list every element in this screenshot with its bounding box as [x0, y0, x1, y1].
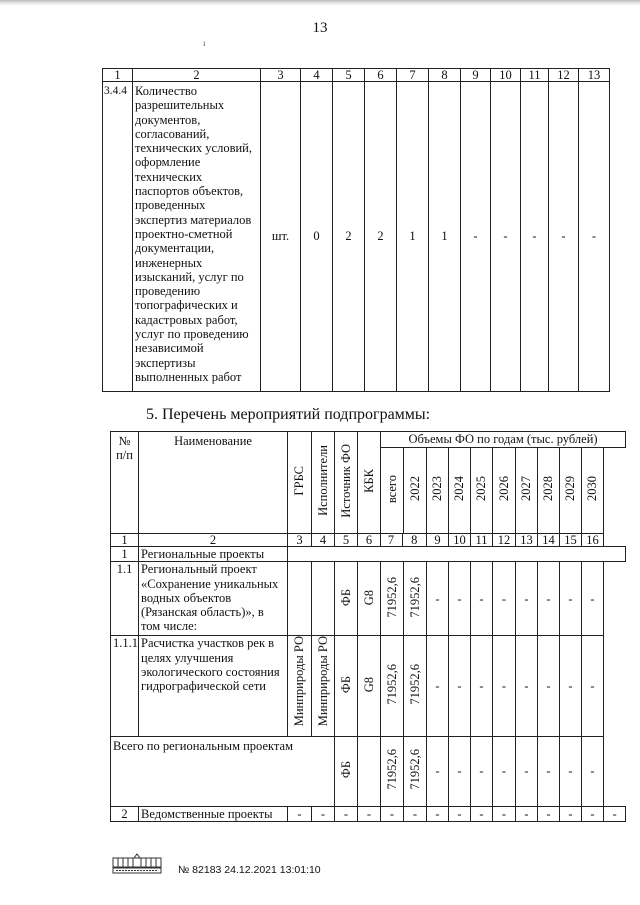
dash-cell: -	[427, 806, 449, 821]
value-cell: -	[491, 82, 521, 392]
dash-cell: -	[493, 806, 516, 821]
dash-cell: -	[335, 806, 358, 821]
value-cell: 0	[301, 82, 333, 392]
total-cell: 71952,6	[381, 736, 404, 806]
index-row	[111, 534, 626, 547]
row-number: 2	[111, 806, 139, 821]
col-header: 6	[365, 69, 397, 82]
value-cell: 2	[365, 82, 397, 392]
header-year: 2023	[427, 448, 449, 534]
index-cell: 14	[538, 534, 560, 547]
document-registration: № 82183 24.12.2021 13:01:10	[178, 864, 321, 876]
dash-cell: -	[427, 636, 449, 737]
col-header: 1	[103, 69, 133, 82]
dash-cell: -	[427, 736, 449, 806]
col-header: 7	[397, 69, 429, 82]
dash-cell: -	[604, 806, 626, 821]
empty-cell	[288, 547, 626, 562]
col-header: 12	[549, 69, 579, 82]
row-number: 1.1.1	[111, 636, 139, 737]
index-cell: 13	[516, 534, 538, 547]
index-cell: 7 8	[381, 534, 427, 547]
table-row	[103, 82, 610, 392]
row-name: Региональный проект «Сохранение уникальных водных объектов (Рязанская область)», в том числе:	[139, 562, 288, 636]
header-name: Наименование	[139, 432, 288, 534]
dash-cell: -	[516, 562, 538, 636]
header-volumes: Объемы ФО по годам (тыс. рублей)	[381, 432, 626, 448]
dash-cell: -	[560, 736, 582, 806]
header-total: всего	[381, 448, 404, 534]
index-cell: 16	[582, 534, 604, 547]
row-number: 1.1	[111, 562, 139, 636]
total-cell: 71952,6	[381, 636, 404, 737]
dash-cell: -	[560, 806, 582, 821]
kbk-cell: G8	[358, 562, 381, 636]
source-cell: ФБ	[335, 562, 358, 636]
grbs-cell	[288, 562, 312, 636]
scan-edge	[0, 0, 640, 6]
header-year: 2027	[516, 448, 538, 534]
row-number: 3.4.4	[103, 82, 133, 392]
dash-cell: -	[449, 806, 471, 821]
index-cell: 6	[358, 534, 381, 547]
value-cell: 1	[429, 82, 461, 392]
value-cell: 2	[333, 82, 365, 392]
value-cell: -	[579, 82, 610, 392]
index-cell: 4	[312, 534, 335, 547]
total-label: Всего по региональным проектам	[111, 736, 335, 806]
index-cell: 11	[471, 534, 493, 547]
top-table	[102, 68, 610, 392]
header-year: 2022	[404, 448, 427, 534]
col-header: 8	[429, 69, 461, 82]
col-header: 9	[461, 69, 491, 82]
source-cell: ФБ	[335, 636, 358, 737]
dash-cell: -	[538, 806, 560, 821]
row-name: Ведомственные проекты	[139, 806, 288, 821]
dash-cell: -	[582, 806, 604, 821]
dash-cell: -	[404, 806, 427, 821]
dash-cell: -	[471, 562, 493, 636]
header-year: 2026	[493, 448, 516, 534]
source-cell: ФБ	[335, 736, 358, 806]
header-kbk: КБК	[358, 432, 381, 534]
year-2022-cell: 71952,6	[404, 636, 427, 737]
col-header: 5	[333, 69, 365, 82]
dash-cell: -	[538, 562, 560, 636]
stamp-logo-icon	[112, 852, 162, 874]
kbk-cell: G8	[358, 636, 381, 737]
dash-cell: -	[493, 636, 516, 737]
table-row	[111, 736, 626, 806]
table-row	[111, 806, 626, 821]
page-number: 13	[312, 20, 328, 36]
header-year: 2030	[582, 448, 604, 534]
activities-table	[110, 431, 626, 822]
index-cell: 10	[449, 534, 471, 547]
index-cell: 5	[335, 534, 358, 547]
year-2022-cell: 71952,6	[404, 736, 427, 806]
dash-cell: -	[582, 736, 604, 806]
dash-cell: -	[471, 736, 493, 806]
kbk-cell	[358, 736, 381, 806]
dash-cell: -	[493, 562, 516, 636]
dash-cell: -	[449, 736, 471, 806]
header-year: 2025	[471, 448, 493, 534]
year-2022-cell: 71952,6	[404, 562, 427, 636]
header-year: 2028	[538, 448, 560, 534]
indicator-name: Количество разрешительных документов, согласований, технических условий, оформление технических паспортов объектов, проведенных экспертиз материалов проектно-сметной документации, инженерных изысканий, услуг по проведению топографических и кадастровых работ, услуг по проведению независимой экспертизы выполненных работ	[133, 82, 261, 392]
row-number: 1	[111, 547, 139, 562]
table-row	[111, 562, 626, 636]
dash-cell: -	[538, 636, 560, 737]
dash-cell: -	[427, 562, 449, 636]
dash-cell: -	[358, 806, 381, 821]
index-cell: 1	[111, 534, 139, 547]
dash-cell: -	[381, 806, 404, 821]
dash-cell: -	[449, 636, 471, 737]
executors-cell: Минприроды РО	[312, 636, 335, 737]
header-num: № п/п	[111, 432, 139, 534]
col-header: 3	[261, 69, 301, 82]
dash-cell: -	[471, 636, 493, 737]
dash-cell: -	[582, 636, 604, 737]
executors-cell	[312, 562, 335, 636]
value-cell: -	[521, 82, 549, 392]
col-header: 13	[579, 69, 610, 82]
index-cell: 15	[560, 534, 582, 547]
dash-cell: -	[449, 562, 471, 636]
dash-cell: -	[538, 736, 560, 806]
index-cell: 9	[427, 534, 449, 547]
dash-cell: -	[516, 806, 538, 821]
header-executors: Исполнители	[312, 432, 335, 534]
dash-cell: -	[516, 636, 538, 737]
index-cell: 12	[493, 534, 516, 547]
row-name: Расчистка участков рек в целях улучшения экологического состояния гидрографической сети	[139, 636, 288, 737]
dash-cell: -	[493, 736, 516, 806]
header-year: 2024	[449, 448, 471, 534]
dash-cell: -	[288, 806, 312, 821]
header-row	[111, 432, 626, 448]
table-row	[111, 547, 626, 562]
header-year: 2029	[560, 448, 582, 534]
value-cell: -	[461, 82, 491, 392]
index-cell: 2	[139, 534, 288, 547]
dash-cell: -	[516, 736, 538, 806]
table-row	[111, 636, 626, 737]
header-source: Источник ФО	[335, 432, 358, 534]
row-name: Региональные проекты	[139, 547, 288, 562]
index-cell: 3	[288, 534, 312, 547]
header-grbs: ГРБС	[288, 432, 312, 534]
top-table-header	[103, 69, 610, 82]
value-cell: -	[549, 82, 579, 392]
unit-cell: шт.	[261, 82, 301, 392]
grbs-cell: Минприроды РО	[288, 636, 312, 737]
dash-cell: -	[582, 562, 604, 636]
dash-cell: -	[471, 806, 493, 821]
total-cell: 71952,6	[381, 562, 404, 636]
col-header: 11	[521, 69, 549, 82]
col-header: 10	[491, 69, 521, 82]
col-header: 4	[301, 69, 333, 82]
value-cell: 1	[397, 82, 429, 392]
section-title: 5. Перечень мероприятий подпрограммы:	[146, 406, 431, 423]
dash-cell: -	[312, 806, 335, 821]
scan-mark: ı	[203, 38, 206, 48]
col-header: 2	[133, 69, 261, 82]
dash-cell: -	[560, 636, 582, 737]
dash-cell: -	[560, 562, 582, 636]
